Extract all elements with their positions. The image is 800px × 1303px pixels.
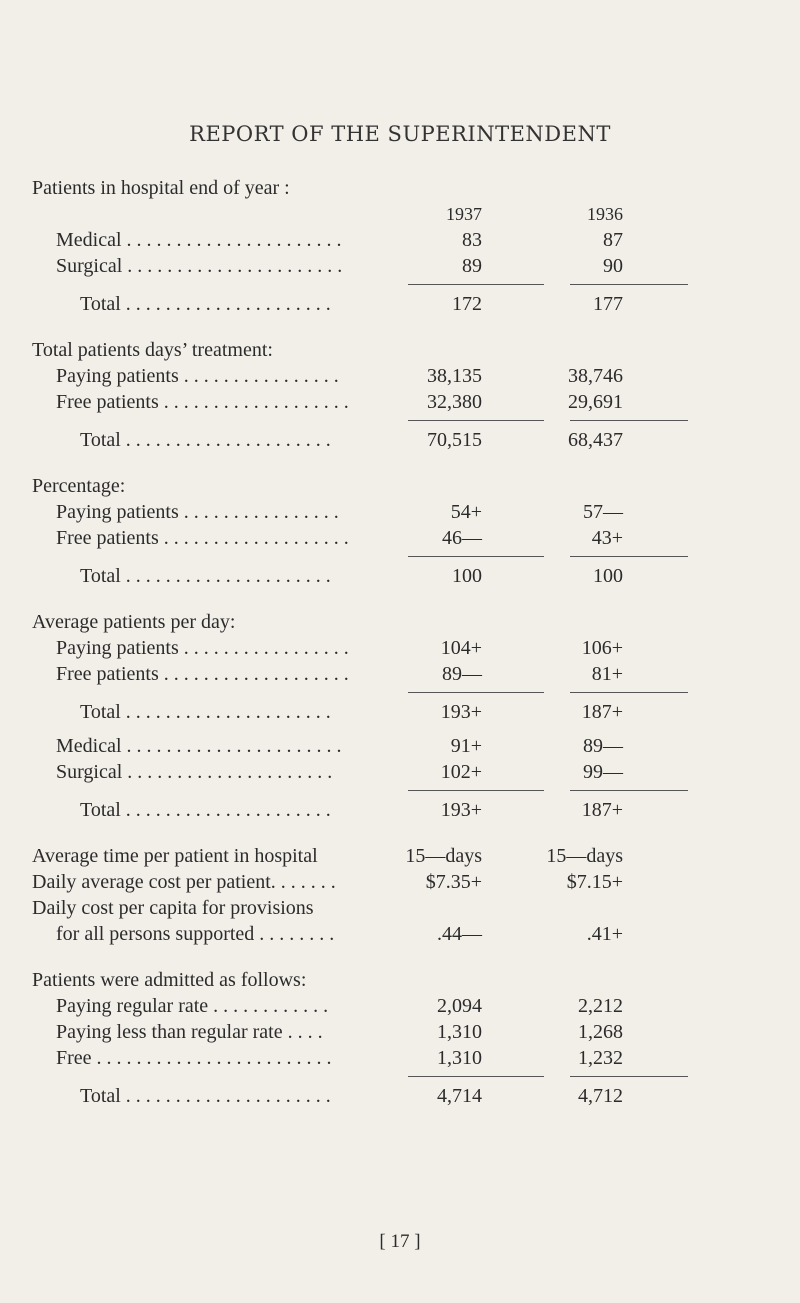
total-divider bbox=[32, 415, 772, 427]
statistics-table bbox=[32, 175, 772, 1109]
section-heading: Average patients per day: bbox=[32, 611, 236, 633]
section-heading: Percentage: bbox=[32, 475, 126, 497]
table-row: for all persons supported . . . . . . . . .44— .41+ bbox=[56, 923, 623, 945]
table-row: Paying less than regular rate . . . . 1,310 1,268 bbox=[56, 1021, 623, 1043]
table-row: Paying patients . . . . . . . . . . . . . . . . 54+ 57— bbox=[56, 501, 623, 523]
table-row: Surgical . . . . . . . . . . . . . . . . . . . . . 102+ 99— bbox=[56, 761, 623, 783]
table-row: Medical . . . . . . . . . . . . . . . . . . . . . . 91+ 89— bbox=[56, 735, 623, 757]
total-row: Total . . . . . . . . . . . . . . . . . . . . . 4,714 4,712 bbox=[80, 1085, 623, 1107]
table-row: Daily cost per capita for provisions bbox=[32, 897, 314, 919]
table-row: Paying patients . . . . . . . . . . . . . . . . 38,135 38,746 bbox=[56, 365, 623, 387]
table-row: Surgical . . . . . . . . . . . . . . . . . . . . . . 89 90 bbox=[56, 255, 623, 277]
table-row: Paying regular rate . . . . . . . . . . . . 2,094 2,212 bbox=[56, 995, 623, 1017]
page-title: REPORT OF THE SUPERINTENDENT bbox=[189, 122, 611, 146]
year-1937: 1937 bbox=[446, 204, 482, 224]
table-row: Paying patients . . . . . . . . . . . . . . . . . 104+ 106+ bbox=[56, 637, 623, 659]
total-row: Total . . . . . . . . . . . . . . . . . . . . . 100 100 bbox=[80, 565, 623, 587]
total-row: Total . . . . . . . . . . . . . . . . . . . . . 193+ 187+ bbox=[80, 701, 623, 723]
total-divider bbox=[32, 785, 772, 797]
page-number: [ 17 ] bbox=[379, 1231, 421, 1252]
total-divider bbox=[32, 279, 772, 291]
year-1936: 1936 bbox=[587, 204, 623, 224]
section-heading: Total patients days’ treatment: bbox=[32, 339, 273, 361]
table-row: Free . . . . . . . . . . . . . . . . . . . . . . . . 1,310 1,232 bbox=[56, 1047, 623, 1069]
total-divider bbox=[32, 687, 772, 699]
table-row: Free patients . . . . . . . . . . . . . . . . . . . 46— 43+ bbox=[56, 527, 623, 549]
total-row: Total . . . . . . . . . . . . . . . . . . . . . 193+ 187+ bbox=[80, 799, 623, 821]
total-divider bbox=[32, 1071, 772, 1083]
table-row: Medical . . . . . . . . . . . . . . . . . . . . . . 83 87 bbox=[56, 229, 623, 251]
table-row: Free patients . . . . . . . . . . . . . . . . . . . 32,380 29,691 bbox=[56, 391, 623, 413]
section-heading: Patients in hospital end of year : bbox=[32, 177, 290, 199]
table-row: Free patients . . . . . . . . . . . . . . . . . . . 89— 81+ bbox=[56, 663, 623, 685]
total-row: Total . . . . . . . . . . . . . . . . . . . . . 172 177 bbox=[80, 293, 623, 315]
table-row: Average time per patient in hospital 15—days 15—days bbox=[32, 845, 623, 867]
section-heading: Patients were admitted as follows: bbox=[32, 969, 307, 991]
total-row: Total . . . . . . . . . . . . . . . . . . . . . 70,515 68,437 bbox=[80, 429, 623, 451]
table-row: Daily average cost per patient. . . . . . . $7.35+ $7.15+ bbox=[32, 871, 623, 893]
total-divider bbox=[32, 551, 772, 563]
year-header-row bbox=[32, 201, 772, 227]
